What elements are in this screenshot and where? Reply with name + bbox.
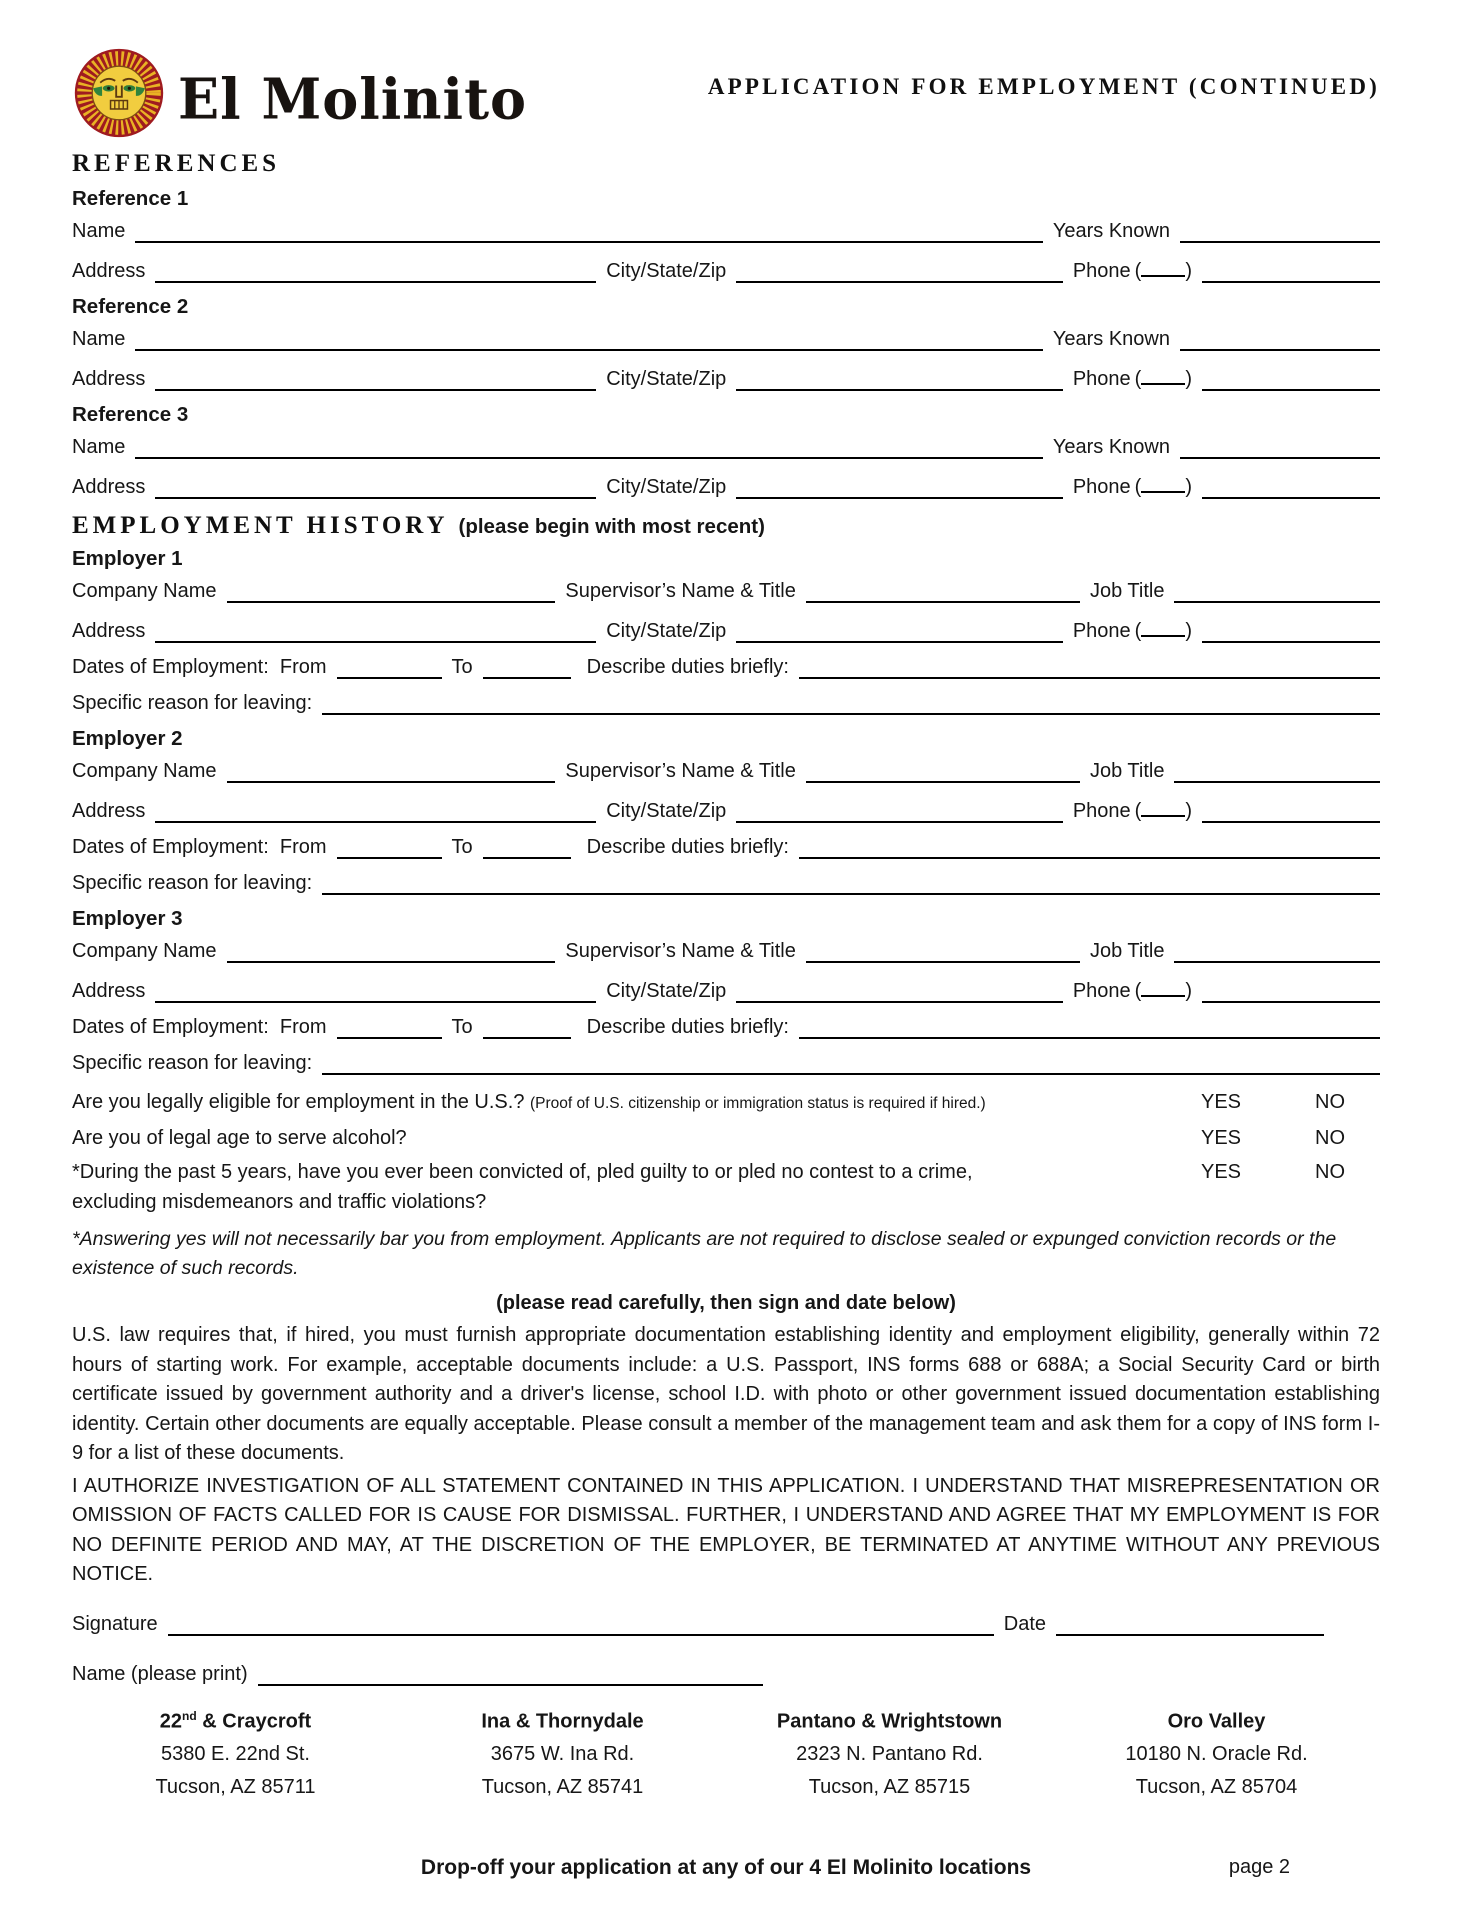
duties-field-line[interactable] bbox=[799, 835, 1380, 859]
phone-label: Phone bbox=[1072, 260, 1131, 282]
header bbox=[72, 46, 1380, 145]
question-fine-print: (Proof of U.S. citizenship or immigration status is required if hired.) bbox=[530, 1095, 986, 1112]
city-state-zip-label: City/State/Zip bbox=[606, 368, 727, 390]
location-pantano-wrightstown bbox=[726, 1700, 1053, 1805]
dates-from-label: Dates of Employment: From bbox=[72, 1016, 327, 1038]
address-field-line[interactable] bbox=[155, 367, 596, 391]
area-code-field-line[interactable] bbox=[1141, 615, 1185, 637]
employer-2-dates-row bbox=[72, 835, 1380, 859]
date-from-field-line[interactable] bbox=[337, 1015, 442, 1039]
reference-2-title: Reference 2 bbox=[72, 295, 189, 318]
drop-off-note: Drop-off your application at any of our 4 El Molinito locations bbox=[420, 1856, 1032, 1879]
address-label: Address bbox=[72, 368, 146, 390]
reason-label: Specific reason for leaving: bbox=[72, 1052, 313, 1074]
reason-field-line[interactable] bbox=[322, 691, 1380, 715]
phone-label: Phone bbox=[1072, 980, 1131, 1002]
paren-open: ( bbox=[1134, 620, 1142, 642]
location-name: Oro Valley bbox=[1167, 1710, 1266, 1733]
employer-2-company-row bbox=[72, 759, 1380, 783]
years-known-field-line[interactable] bbox=[1180, 327, 1380, 351]
signature-label: Signature bbox=[72, 1612, 158, 1635]
yes-option[interactable]: YES bbox=[1200, 1127, 1242, 1149]
date-field-line[interactable] bbox=[1056, 1612, 1324, 1636]
city-state-zip-label: City/State/Zip bbox=[606, 260, 727, 282]
years-known-field-line[interactable] bbox=[1180, 219, 1380, 243]
city-state-zip-label: City/State/Zip bbox=[606, 800, 727, 822]
location-city: Tucson, AZ 85711 bbox=[155, 1776, 316, 1799]
question-main-text: Are you of legal age to serve alcohol? bbox=[72, 1127, 407, 1149]
employer-1-company-row bbox=[72, 579, 1380, 603]
paren-close: ) bbox=[1185, 800, 1192, 822]
to-label: To bbox=[451, 836, 473, 858]
years-known-label: Years Known bbox=[1052, 328, 1170, 350]
supervisor-field-line[interactable] bbox=[806, 759, 1080, 783]
reason-field-line[interactable] bbox=[322, 1051, 1380, 1075]
supervisor-label: Supervisor’s Name & Title bbox=[565, 760, 796, 782]
job-title-field-line[interactable] bbox=[1174, 939, 1380, 963]
reference-3-name-row bbox=[72, 435, 1380, 459]
employment-history-heading: EMPLOYMENT HISTORY bbox=[72, 512, 449, 539]
question-text bbox=[72, 1157, 1162, 1217]
location-street: 2323 N. Pantano Rd. bbox=[796, 1743, 983, 1766]
location-22nd-craycroft bbox=[72, 1700, 399, 1805]
locations-list bbox=[72, 1700, 1380, 1805]
employer-3-reason-row bbox=[72, 1051, 1380, 1075]
area-code-field-line[interactable] bbox=[1141, 795, 1185, 817]
page-title: APPLICATION FOR EMPLOYMENT (CONTINUED) bbox=[707, 74, 1380, 99]
city-state-zip-field-line[interactable] bbox=[736, 799, 1063, 823]
question-eligible-row bbox=[72, 1087, 1380, 1119]
address-label: Address bbox=[72, 980, 146, 1002]
location-ina-thornydale bbox=[399, 1700, 726, 1805]
references-heading: REFERENCES bbox=[72, 150, 281, 177]
employer-1-dates-row bbox=[72, 655, 1380, 679]
location-street: 5380 E. 22nd St. bbox=[160, 1743, 310, 1766]
city-state-zip-label: City/State/Zip bbox=[606, 980, 727, 1002]
duties-label: Describe duties briefly: bbox=[586, 836, 789, 858]
phone-area-code-group bbox=[1135, 471, 1192, 499]
question-conviction-row bbox=[72, 1157, 1380, 1217]
name-field-line[interactable] bbox=[135, 327, 1043, 351]
job-title-label: Job Title bbox=[1089, 940, 1165, 962]
question-main-text: Are you legally eligible for employment in the U.S.? bbox=[72, 1091, 525, 1113]
name-label: Name bbox=[72, 220, 126, 242]
dates-from-label: Dates of Employment: From bbox=[72, 656, 327, 678]
area-code-field-line[interactable] bbox=[1141, 363, 1185, 385]
phone-label: Phone bbox=[1072, 800, 1131, 822]
location-street: 10180 N. Oracle Rd. bbox=[1125, 1743, 1308, 1766]
reference-3-address-row bbox=[72, 471, 1380, 499]
date-label: Date bbox=[1003, 1612, 1046, 1635]
phone-field-line[interactable] bbox=[1202, 979, 1380, 1003]
address-field-line[interactable] bbox=[155, 799, 596, 823]
brand-wordmark: El Molinito bbox=[178, 64, 528, 132]
phone-area-code-group bbox=[1135, 975, 1192, 1003]
phone-area-code-group bbox=[1135, 363, 1192, 391]
paren-close: ) bbox=[1185, 476, 1192, 498]
address-field-line[interactable] bbox=[155, 619, 596, 643]
address-label: Address bbox=[72, 620, 146, 642]
employer-1-title: Employer 1 bbox=[72, 547, 183, 570]
employer-2-address-row bbox=[72, 795, 1380, 823]
paren-open: ( bbox=[1134, 260, 1142, 282]
location-oro-valley bbox=[1053, 1700, 1380, 1805]
date-from-field-line[interactable] bbox=[337, 835, 442, 859]
city-state-zip-field-line[interactable] bbox=[736, 475, 1063, 499]
paren-close: ) bbox=[1185, 620, 1192, 642]
paren-close: ) bbox=[1185, 260, 1192, 282]
conviction-disclaimer: *Answering yes will not necessarily bar you from employment. Applicants are not required to disclose sealed or expunged conviction records or the existence of such records. bbox=[72, 1228, 1337, 1279]
address-label: Address bbox=[72, 260, 146, 282]
duties-label: Describe duties briefly: bbox=[586, 1016, 789, 1038]
supervisor-label: Supervisor’s Name & Title bbox=[565, 580, 796, 602]
page-number: page 2 bbox=[1228, 1856, 1290, 1878]
duties-field-line[interactable] bbox=[799, 655, 1380, 679]
city-state-zip-field-line[interactable] bbox=[736, 619, 1063, 643]
city-state-zip-label: City/State/Zip bbox=[606, 476, 727, 498]
brand bbox=[72, 46, 527, 145]
sun-logo-icon bbox=[72, 46, 166, 145]
paren-close: ) bbox=[1185, 368, 1192, 390]
phone-field-line[interactable] bbox=[1202, 619, 1380, 643]
reference-1-title: Reference 1 bbox=[72, 187, 189, 210]
signature-field-line[interactable] bbox=[168, 1612, 994, 1636]
paren-open: ( bbox=[1134, 476, 1142, 498]
print-name-label: Name (please print) bbox=[72, 1662, 248, 1685]
name-label: Name bbox=[72, 436, 126, 458]
date-to-field-line[interactable] bbox=[483, 835, 571, 859]
name-field-line[interactable] bbox=[135, 219, 1043, 243]
location-name: Ina & Thornydale bbox=[481, 1710, 644, 1733]
job-title-field-line[interactable] bbox=[1174, 759, 1380, 783]
address-field-line[interactable] bbox=[155, 475, 596, 499]
yes-option[interactable]: YES bbox=[1200, 1091, 1242, 1113]
city-state-zip-field-line[interactable] bbox=[736, 367, 1063, 391]
employer-2-reason-row bbox=[72, 871, 1380, 895]
supervisor-label: Supervisor’s Name & Title bbox=[565, 940, 796, 962]
authorization-paragraph: I AUTHORIZE INVESTIGATION OF ALL STATEMENT CONTAINED IN THIS APPLICATION. I UNDERSTAND THAT MISREPRESENTATION OR OMISSION OF FACTS CALLED FOR IS CAUSE FOR DISMISSAL. FURTHER, I UNDERSTAND AND AGREE THAT MY EMPLOYMENT IS FOR NO DEFINITE PERIOD AND MAY, AT THE DISCRETION OF THE EMPLOYER, BE TERMINATED AT ANYTIME WITHOUT ANY PREVIOUS NOTICE. bbox=[72, 1474, 1380, 1585]
employment-history-note: (please begin with most recent) bbox=[458, 515, 765, 538]
to-label: To bbox=[451, 1016, 473, 1038]
no-option[interactable]: NO bbox=[1315, 1091, 1345, 1113]
to-label: To bbox=[451, 656, 473, 678]
employer-1-reason-row bbox=[72, 691, 1380, 715]
paren-open: ( bbox=[1134, 368, 1142, 390]
duties-label: Describe duties briefly: bbox=[586, 656, 789, 678]
eligibility-questions bbox=[72, 1087, 1380, 1217]
employer-3-address-row bbox=[72, 975, 1380, 1003]
signature-row bbox=[72, 1612, 1380, 1636]
phone-field-line[interactable] bbox=[1202, 475, 1380, 499]
print-name-row bbox=[72, 1662, 1380, 1686]
years-known-field-line[interactable] bbox=[1180, 435, 1380, 459]
paren-open: ( bbox=[1134, 800, 1142, 822]
years-known-label: Years Known bbox=[1052, 220, 1170, 242]
reason-field-line[interactable] bbox=[322, 871, 1380, 895]
supervisor-field-line[interactable] bbox=[806, 939, 1080, 963]
documentation-paragraph: U.S. law requires that, if hired, you must furnish appropriate documentation establishing identity and employment eligibility, generally within 72 hours of starting work. For example, acceptable documents include: a U.S. Passport, INS forms 688 or 688A; a Social Security Card or birth certificate issued by government authority and a driver's license, school I.D. with photo or other government issued documentation establishing identity. Certain other documents are equally acceptable. Please consult a member of the management team and ask them for a copy of INS form I-9 for a list of these documents. bbox=[72, 1324, 1380, 1464]
question-text bbox=[72, 1123, 1162, 1153]
date-to-field-line[interactable] bbox=[483, 1015, 571, 1039]
reference-1-address-row bbox=[72, 255, 1380, 283]
phone-field-line[interactable] bbox=[1202, 367, 1380, 391]
address-field-line[interactable] bbox=[155, 259, 596, 283]
location-city: Tucson, AZ 85741 bbox=[481, 1776, 644, 1799]
no-option[interactable]: NO bbox=[1315, 1127, 1345, 1149]
paren-close: ) bbox=[1185, 980, 1192, 1002]
company-name-label: Company Name bbox=[72, 760, 217, 782]
date-to-field-line[interactable] bbox=[483, 655, 571, 679]
question-continued-text: excluding misdemeanors and traffic violations? bbox=[72, 1191, 487, 1213]
area-code-field-line[interactable] bbox=[1141, 471, 1185, 493]
address-field-line[interactable] bbox=[155, 979, 596, 1003]
company-name-field-line[interactable] bbox=[227, 759, 556, 783]
paren-open: ( bbox=[1134, 980, 1142, 1002]
phone-area-code-group bbox=[1135, 255, 1192, 283]
location-city: Tucson, AZ 85715 bbox=[808, 1776, 971, 1799]
employer-2-title: Employer 2 bbox=[72, 727, 183, 750]
supervisor-field-line[interactable] bbox=[806, 579, 1080, 603]
reason-label: Specific reason for leaving: bbox=[72, 872, 313, 894]
job-title-label: Job Title bbox=[1089, 760, 1165, 782]
job-title-field-line[interactable] bbox=[1174, 579, 1380, 603]
footer bbox=[72, 1856, 1380, 1880]
reference-1-name-row bbox=[72, 219, 1380, 243]
employer-3-title: Employer 3 bbox=[72, 907, 183, 930]
employer-3-company-row bbox=[72, 939, 1380, 963]
location-name: 22nd & Craycroft bbox=[159, 1708, 312, 1733]
phone-area-code-group bbox=[1135, 615, 1192, 643]
phone-field-line[interactable] bbox=[1202, 259, 1380, 283]
reference-2-address-row bbox=[72, 363, 1380, 391]
phone-label: Phone bbox=[1072, 476, 1131, 498]
name-field-line[interactable] bbox=[135, 435, 1043, 459]
employment-history-heading-row bbox=[72, 511, 1380, 541]
address-label: Address bbox=[72, 476, 146, 498]
question-main-text: *During the past 5 years, have you ever been convicted of, pled guilty to or pled no contest to a crime, bbox=[72, 1161, 973, 1183]
city-state-zip-label: City/State/Zip bbox=[606, 620, 727, 642]
area-code-field-line[interactable] bbox=[1141, 255, 1185, 277]
phone-area-code-group bbox=[1135, 795, 1192, 823]
company-name-field-line[interactable] bbox=[227, 939, 556, 963]
location-street: 3675 W. Ina Rd. bbox=[490, 1743, 635, 1766]
print-name-field-line[interactable] bbox=[258, 1662, 763, 1686]
date-from-field-line[interactable] bbox=[337, 655, 442, 679]
name-label: Name bbox=[72, 328, 126, 350]
question-text bbox=[72, 1087, 1162, 1119]
address-label: Address bbox=[72, 800, 146, 822]
company-name-field-line[interactable] bbox=[227, 579, 556, 603]
question-alcohol-row bbox=[72, 1123, 1380, 1153]
employer-1-address-row bbox=[72, 615, 1380, 643]
job-title-label: Job Title bbox=[1089, 580, 1165, 602]
city-state-zip-field-line[interactable] bbox=[736, 979, 1063, 1003]
location-name: Pantano & Wrightstown bbox=[776, 1710, 1003, 1733]
phone-label: Phone bbox=[1072, 620, 1131, 642]
duties-field-line[interactable] bbox=[799, 1015, 1380, 1039]
phone-field-line[interactable] bbox=[1202, 799, 1380, 823]
reference-3-title: Reference 3 bbox=[72, 403, 189, 426]
sign-date-instruction: (please read carefully, then sign and date below) bbox=[496, 1292, 956, 1314]
company-name-label: Company Name bbox=[72, 580, 217, 602]
phone-label: Phone bbox=[1072, 368, 1131, 390]
city-state-zip-field-line[interactable] bbox=[736, 259, 1063, 283]
area-code-field-line[interactable] bbox=[1141, 975, 1185, 997]
reference-2-name-row bbox=[72, 327, 1380, 351]
employer-3-dates-row bbox=[72, 1015, 1380, 1039]
yes-option[interactable]: YES bbox=[1200, 1161, 1242, 1183]
no-option[interactable]: NO bbox=[1315, 1161, 1345, 1183]
reason-label: Specific reason for leaving: bbox=[72, 692, 313, 714]
years-known-label: Years Known bbox=[1052, 436, 1170, 458]
company-name-label: Company Name bbox=[72, 940, 217, 962]
location-city: Tucson, AZ 85704 bbox=[1135, 1776, 1298, 1799]
dates-from-label: Dates of Employment: From bbox=[72, 836, 327, 858]
